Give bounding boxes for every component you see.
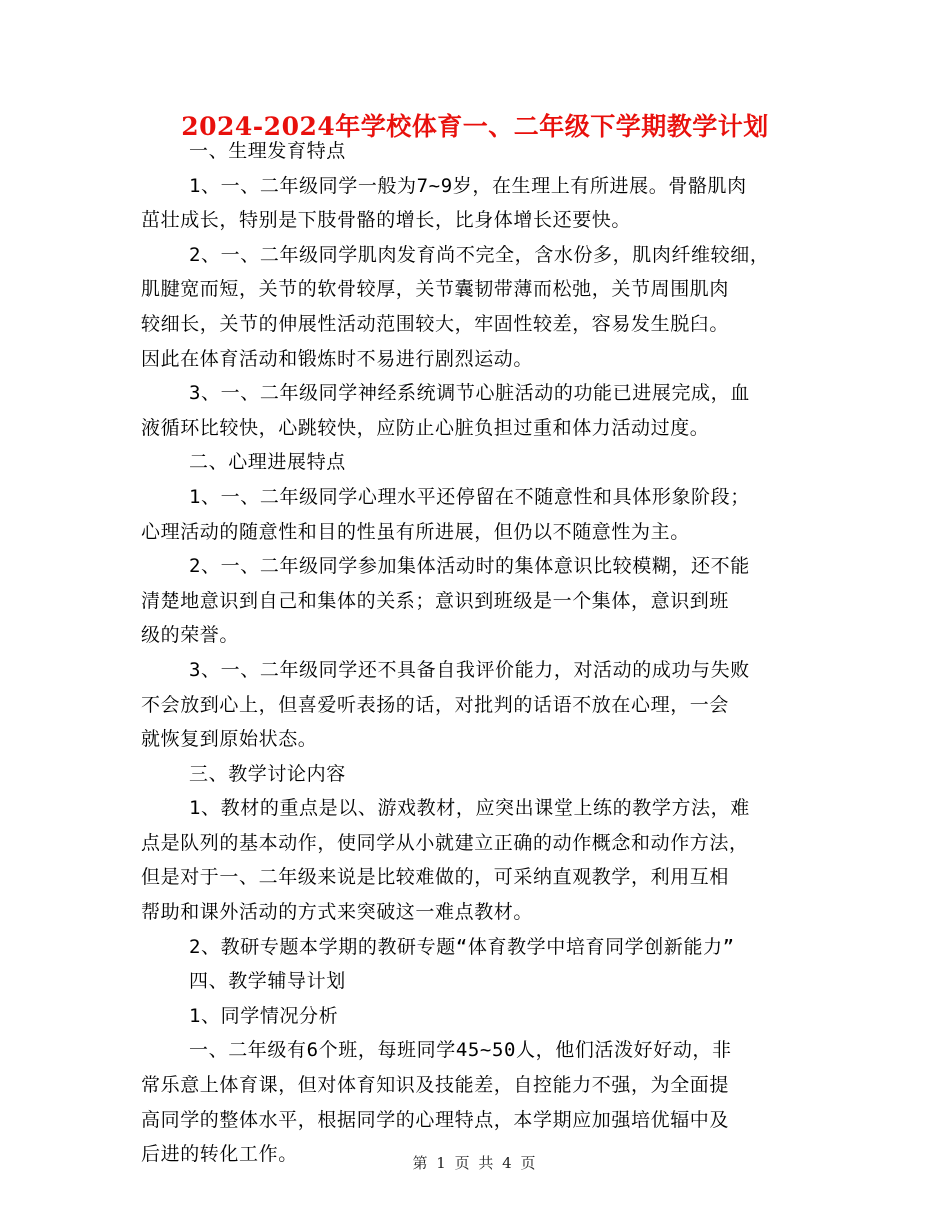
text-line: 1、教材的重点是以、游戏教材，应突出课堂上练的教学方法，难 (189, 797, 750, 820)
text-line: 液循环比较快，心跳较快，应防止心脏负担过重和体力活动过度。 (141, 416, 710, 439)
text-line: 二、心理进展特点 (189, 451, 346, 474)
text-line: 就恢复到原始状态。 (141, 728, 318, 751)
text-line: 清楚地意识到自己和集体的关系；意识到班级是一个集体，意识到班 (141, 589, 730, 612)
page-footer: 第 1 页 共 4 页 (412, 1154, 538, 1172)
text-line: 较细长，关节的伸展性活动范围较大，牢固性较差，容易发生脱臼。 (141, 312, 730, 335)
text-line: 1、同学情况分析 (189, 1004, 339, 1027)
text-line: 2、一、二年级同学肌肉发育尚不完全，含水份多，肌肉纤维较细， (189, 243, 770, 266)
text-line: 1、一、二年级同学心理水平还停留在不随意性和具体形象阶段； (189, 485, 750, 508)
text-line: 不会放到心上，但喜爱听表扬的话，对批判的话语不放在心理，一会 (141, 693, 730, 716)
text-line: 一、生理发育特点 (189, 140, 346, 162)
text-line: 一、二年级有6个班，每班同学45~50人，他们活泼好好动，非 (189, 1039, 732, 1062)
document-body (141, 134, 821, 1172)
text-line: 3、一、二年级同学神经系统调节心脏活动的功能已进展完成，血 (189, 382, 750, 405)
text-line: 点是队列的基本动作，使同学从小就建立正确的动作概念和动作方法， (141, 831, 749, 854)
text-line: 肌腱宽而短，关节的软骨较厚，关节囊韧带薄而松弛，关节周围肌肉 (141, 278, 730, 301)
text-line: 级的荣誉。 (141, 624, 240, 647)
document-title: 2024-2024年学校体育一、二年级下学期教学计划 (181, 112, 769, 141)
text-line: 1、一、二年级同学一般为7~9岁，在生理上有所进展。骨骼肌肉 (189, 174, 747, 197)
text-line: 3、一、二年级同学还不具备自我评价能力，对活动的成功与失败 (189, 658, 750, 681)
text-line: 四、教学辅导计划 (189, 970, 346, 993)
text-line: 心理活动的随意性和目的性虽有所进展，但仍以不随意性为主。 (141, 520, 690, 543)
text-line: 因此在体育活动和锻炼时不易进行剧烈运动。 (141, 347, 534, 370)
text-line: 2、教研专题本学期的教研专题“体育教学中培育同学创新能力” (189, 935, 735, 958)
text-line: 但是对于一、二年级来说是比较难做的，可采纳直观教学，利用互相 (141, 866, 730, 889)
text-line: 高同学的整体水平，根据同学的心理特点，本学期应加强培优辐中及 (141, 1108, 730, 1131)
text-line: 茁壮成长，特别是下肢骨骼的增长，比身体增长还要快。 (141, 209, 632, 232)
text-line: 2、一、二年级同学参加集体活动时的集体意识比较模糊，还不能 (189, 555, 750, 578)
text-line: 后进的转化工作。 (141, 1143, 298, 1166)
text-line: 三、教学讨论内容 (189, 762, 346, 785)
text-line: 常乐意上体育课，但对体育知识及技能差，自控能力不强，为全面提 (141, 1074, 730, 1097)
text-line: 帮助和课外活动的方式来突破这一难点教材。 (141, 901, 534, 924)
